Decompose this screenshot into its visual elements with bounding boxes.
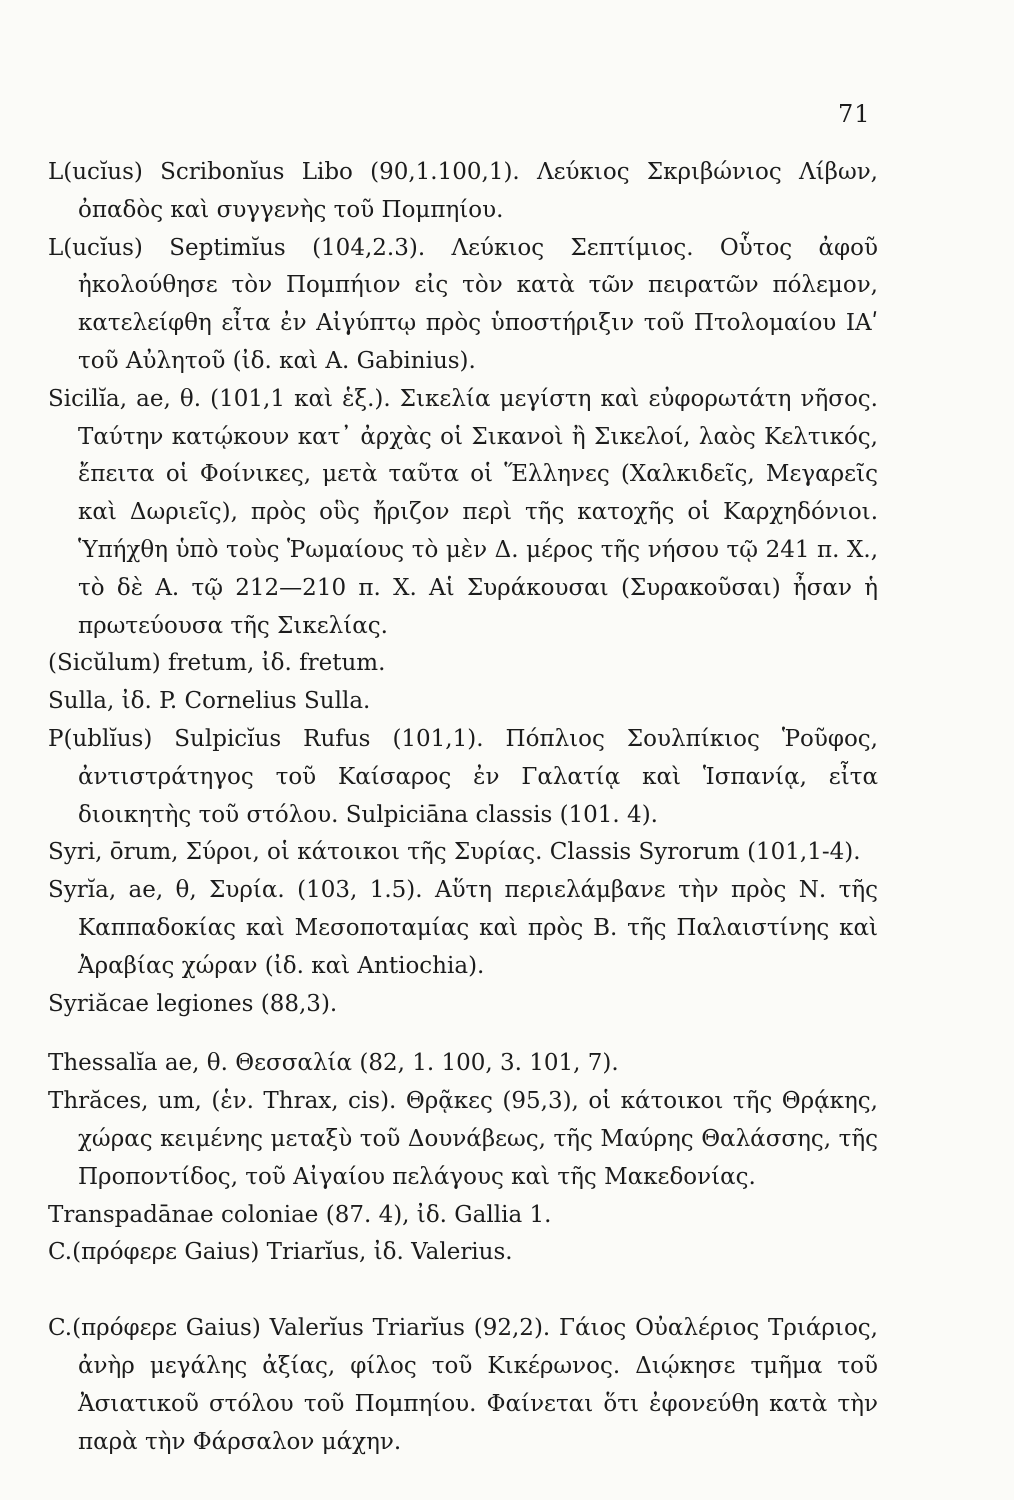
entry-siculum-fretum: (Sicŭlum) fretum, ἰδ. fretum. [48,650,386,677]
entry-septimius: L(ucĭus) Septimĭus (104,2.3). Λεύκιος Σεπτίμιος. Οὗτος ἀφοῦ ἠκολούθησε τὸν Πομπήιον εἰς τὸν κατὰ τῶν πειρατῶν πόλεμον, κατελείφθη εἶτα ἐν Αἰγύπτῳ πρὸς ὑποστήριξιν τοῦ Πτολομαίου ΙΑʹ τοῦ Αὐλητοῦ (ἰδ. καὶ A. Gabinius). [48,234,878,374]
entry-scribonius-libo: L(ucĭus) Scribonĭus Libo (90,1.100,1). Λεύκιος Σκριβώνιος Λίβων, ὀπαδὸς καὶ συγγενὴς τοῦ Πομπηίου. [48,159,878,223]
entry-transpadanae-coloniae: Transpadānae coloniae (87. 4), ἰδ. Gallia 1. [48,1201,552,1228]
entry-valerius-triarius: C.(πρόφερε Gaius) Valerĭus Triarĭus (92,2). Γάιος Οὐαλέριος Τριάριος, ἀνὴρ μεγάλης ἀξίας, φίλος τοῦ Κικέρωνος. Διῴκησε τμῆμα τοῦ Ἀσιατικοῦ στόλου τοῦ Πομπηίου. Φαίνεται ὅτι ἐφονεύθη κατὰ τὴν παρὰ τὴν Φάρσαλον μάχην. [48,1315,878,1455]
entry-sulpicius-rufus: P(ublĭus) Sulpicĭus Rufus (101,1). Πόπλιος Σουλπίκιος Ῥοῦφος, ἀντιστράτηγος τοῦ Καίσαρος ἐν Γαλατίᾳ καὶ Ἱσπανίᾳ, εἶτα διοικητὴς τοῦ στόλου. Sulpiciāna classis (101. 4). [48,725,878,828]
entry-thessalia: Thessalĭa ae, θ. Θεσσαλία (82, 1. 100, 3. 101, 7). [48,1050,619,1077]
entry-sulla: Sulla, ἰδ. P. Cornelius Sulla. [48,688,371,715]
entry-syri: Syri, ōrum, Σύροι, οἱ κάτοικοι τῆς Συρίας. Classis Syrorum (101,1-4). [48,839,861,866]
entry-triarius-ref: C.(πρόφερε Gaius) Triarĭus, ἰδ. Valerius. [48,1239,513,1266]
glossary-entries [48,154,878,1461]
entry-syria: Syrĭa, ae, θ, Συρία. (103, 1.5). Αὕτη περιελάμβανε τὴν πρὸς Ν. τῆς Καππαδοκίας καὶ Μεσοποταμίας καὶ πρὸς Β. τῆς Παλαιστίνης καὶ Ἀραβίας χώραν (ἰδ. καὶ Antiochia). [48,877,878,979]
entry-syriacae-legiones: Syriăcae legiones (88,3). [48,990,338,1017]
entry-thraces: Thrăces, um, (ἑν. Thrax, cis). Θρᾷκες (95,3), οἱ κάτοικοι τῆς Θρᾴκης, χώρας κειμένης μεταξὺ τοῦ Δουνάβεως, τῆς Μαύρης Θαλάσσης, τῆς Προποντίδος, τοῦ Αἰγαίου πελάγους καὶ τῆς Μακεδονίας. [48,1088,878,1190]
entry-sicilia: Sicilĭa, ae, θ. (101,1 καὶ ἑξ.). Σικελία μεγίστη καὶ εὐφορωτάτη νῆσος. Ταύτην κατῴκουν κατ᾽ ἀρχὰς οἱ Σικανοὶ ἢ Σικελοί, λαὸς Κελτικός, ἔπειτα οἱ Φοίνικες, μετὰ ταῦτα οἱ Ἕλληνες (Χαλκιδεῖς, Μεγαρεῖς καὶ Δωριεῖς), πρὸς οὓς ἤριζον περὶ τῆς κατοχῆς οἱ Καρχηδόνιοι. Ὑπήχθη ὑπὸ τοὺς Ῥωμαίους τὸ μὲν Δ. μέρος τῆς νήσου τῷ 241 π. Χ., τὸ δὲ Α. τῷ 212—210 π. Χ. Αἱ Συράκουσαι (Συρακοῦσαι) ἦσαν ἡ πρωτεύουσα τῆς Σικελίας. [48,385,878,639]
page-number: 71 [838,100,871,128]
